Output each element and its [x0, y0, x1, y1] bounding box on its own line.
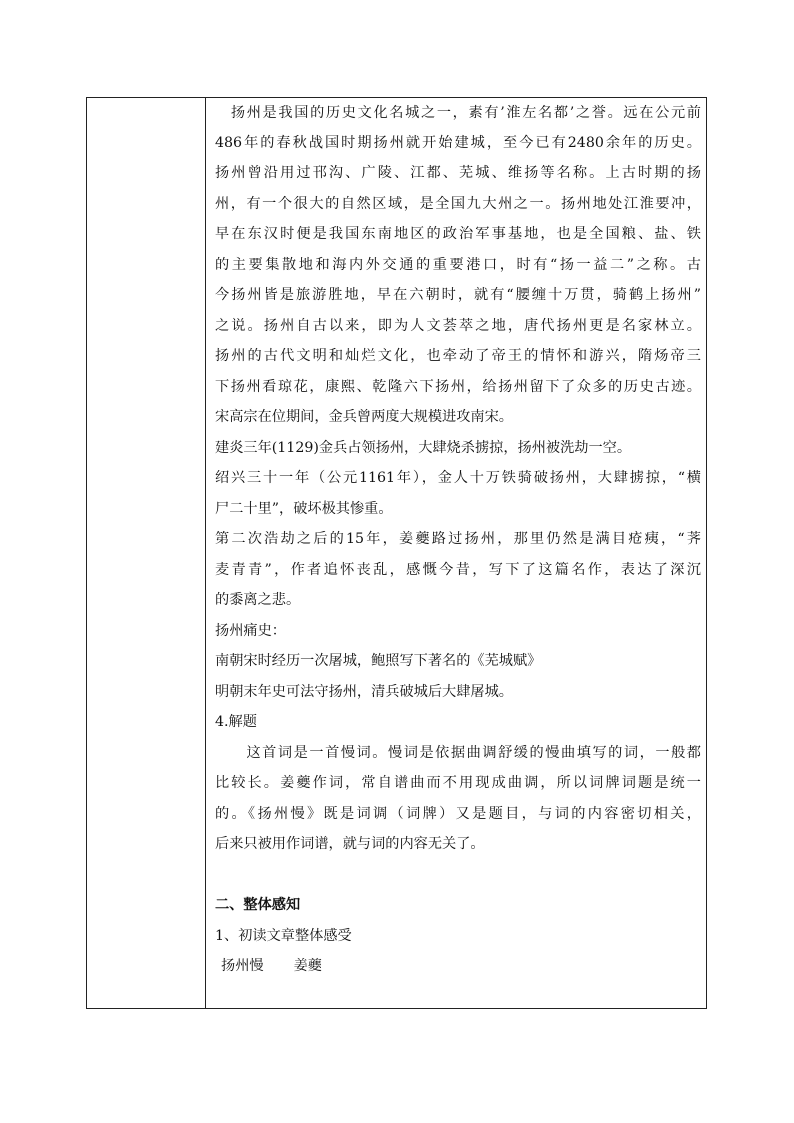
text-line: 扬州是我国的历史文化名城之一，素有’淮左名都’之誉。远在公元前: [215, 105, 701, 121]
text-line: 绍兴三十一年（公元1161年），金人十万铁骑破扬州，大肆掳掠，“横: [215, 470, 701, 486]
text-line: 的。《扬州慢》既是词调（词牌）又是题目，与词的内容密切相关，: [215, 806, 701, 822]
text-line: 宋高宗在位期间，金兵曾两度大规模进攻南宋。: [215, 409, 513, 425]
text-line: 明朝末年史可法守扬州，清兵破城后大肆屠城。: [215, 684, 513, 700]
text-line: 州，有一个很大的自然区域，是全国九大州之一。扬州地处江淮要冲，: [215, 196, 701, 212]
text-line: 的主要集散地和海内外交通的重要港口，时有“扬一益二”之称。古: [215, 257, 701, 273]
text-line: 扬州曾沿用过邗沟、广陵、江都、芜城、维扬等名称。上古时期的扬: [215, 165, 701, 181]
table-left-cell: [87, 98, 206, 1008]
text-line: 这首词是一首慢词。慢词是依据曲调舒缓的慢曲填写的词，一般都: [215, 745, 701, 761]
text-line: 早在东汉时便是我国东南地区的政治军事基地，也是全国粮、盐、铁: [215, 226, 701, 242]
poem-title: 扬州慢: [221, 958, 264, 974]
text-line: 建炎三年(1129)金兵占领扬州，大肆烧杀掳掠，扬州被洗劫一空。: [215, 440, 632, 456]
text-line: 486年的春秋战国时期扬州就开始建城，至今已有2480余年的历史。: [215, 135, 701, 151]
text-line: 比较长。姜夔作词，常自谱曲而不用现成曲调，所以词牌词题是统一: [215, 775, 701, 791]
text-line: 之说。扬州自古以来，即为人文荟萃之地，唐代扬州更是名家林立。: [215, 318, 701, 334]
sub-heading: 1、初读文章整体感受: [215, 928, 352, 944]
text-line: 4.解题: [215, 714, 257, 730]
text-line: 的黍离之悲。: [215, 592, 301, 608]
text-line: 今扬州皆是旅游胜地，早在六朝时，就有“腰缠十万贯，骑鹤上扬州”: [215, 287, 701, 303]
table-right-cell: [207, 98, 707, 1008]
text-line: 麦青青”，作者追怀丧乱，感慨今昔，写下了这篇名作，表达了深沉: [215, 562, 701, 578]
content-table: [86, 97, 707, 1009]
text-line: 扬州的古代文明和灿烂文化，也牵动了帝王的情怀和游兴，隋炀帝三: [215, 348, 701, 364]
text-line: 扬州痛史：: [215, 623, 286, 639]
section-heading: 二、整体感知: [215, 897, 301, 913]
text-line: 尸二十里”，破坏极其惨重。: [215, 501, 393, 517]
poem-author: 姜夔: [293, 958, 322, 974]
poem-heading: [215, 956, 701, 976]
text-line: 下扬州看琼花，康熙、乾隆六下扬州，给扬州留下了众多的历史古迹。: [215, 379, 701, 395]
text-line: 南朝宋时经历一次屠城，鲍照写下著名的《芜城赋》: [215, 653, 542, 669]
text-line: 后来只被用作词谱，就与词的内容无关了。: [215, 836, 485, 852]
text-line: 第二次浩劫之后的15年，姜夔路过扬州，那里仍然是满目疮痍，“荠: [215, 531, 701, 547]
